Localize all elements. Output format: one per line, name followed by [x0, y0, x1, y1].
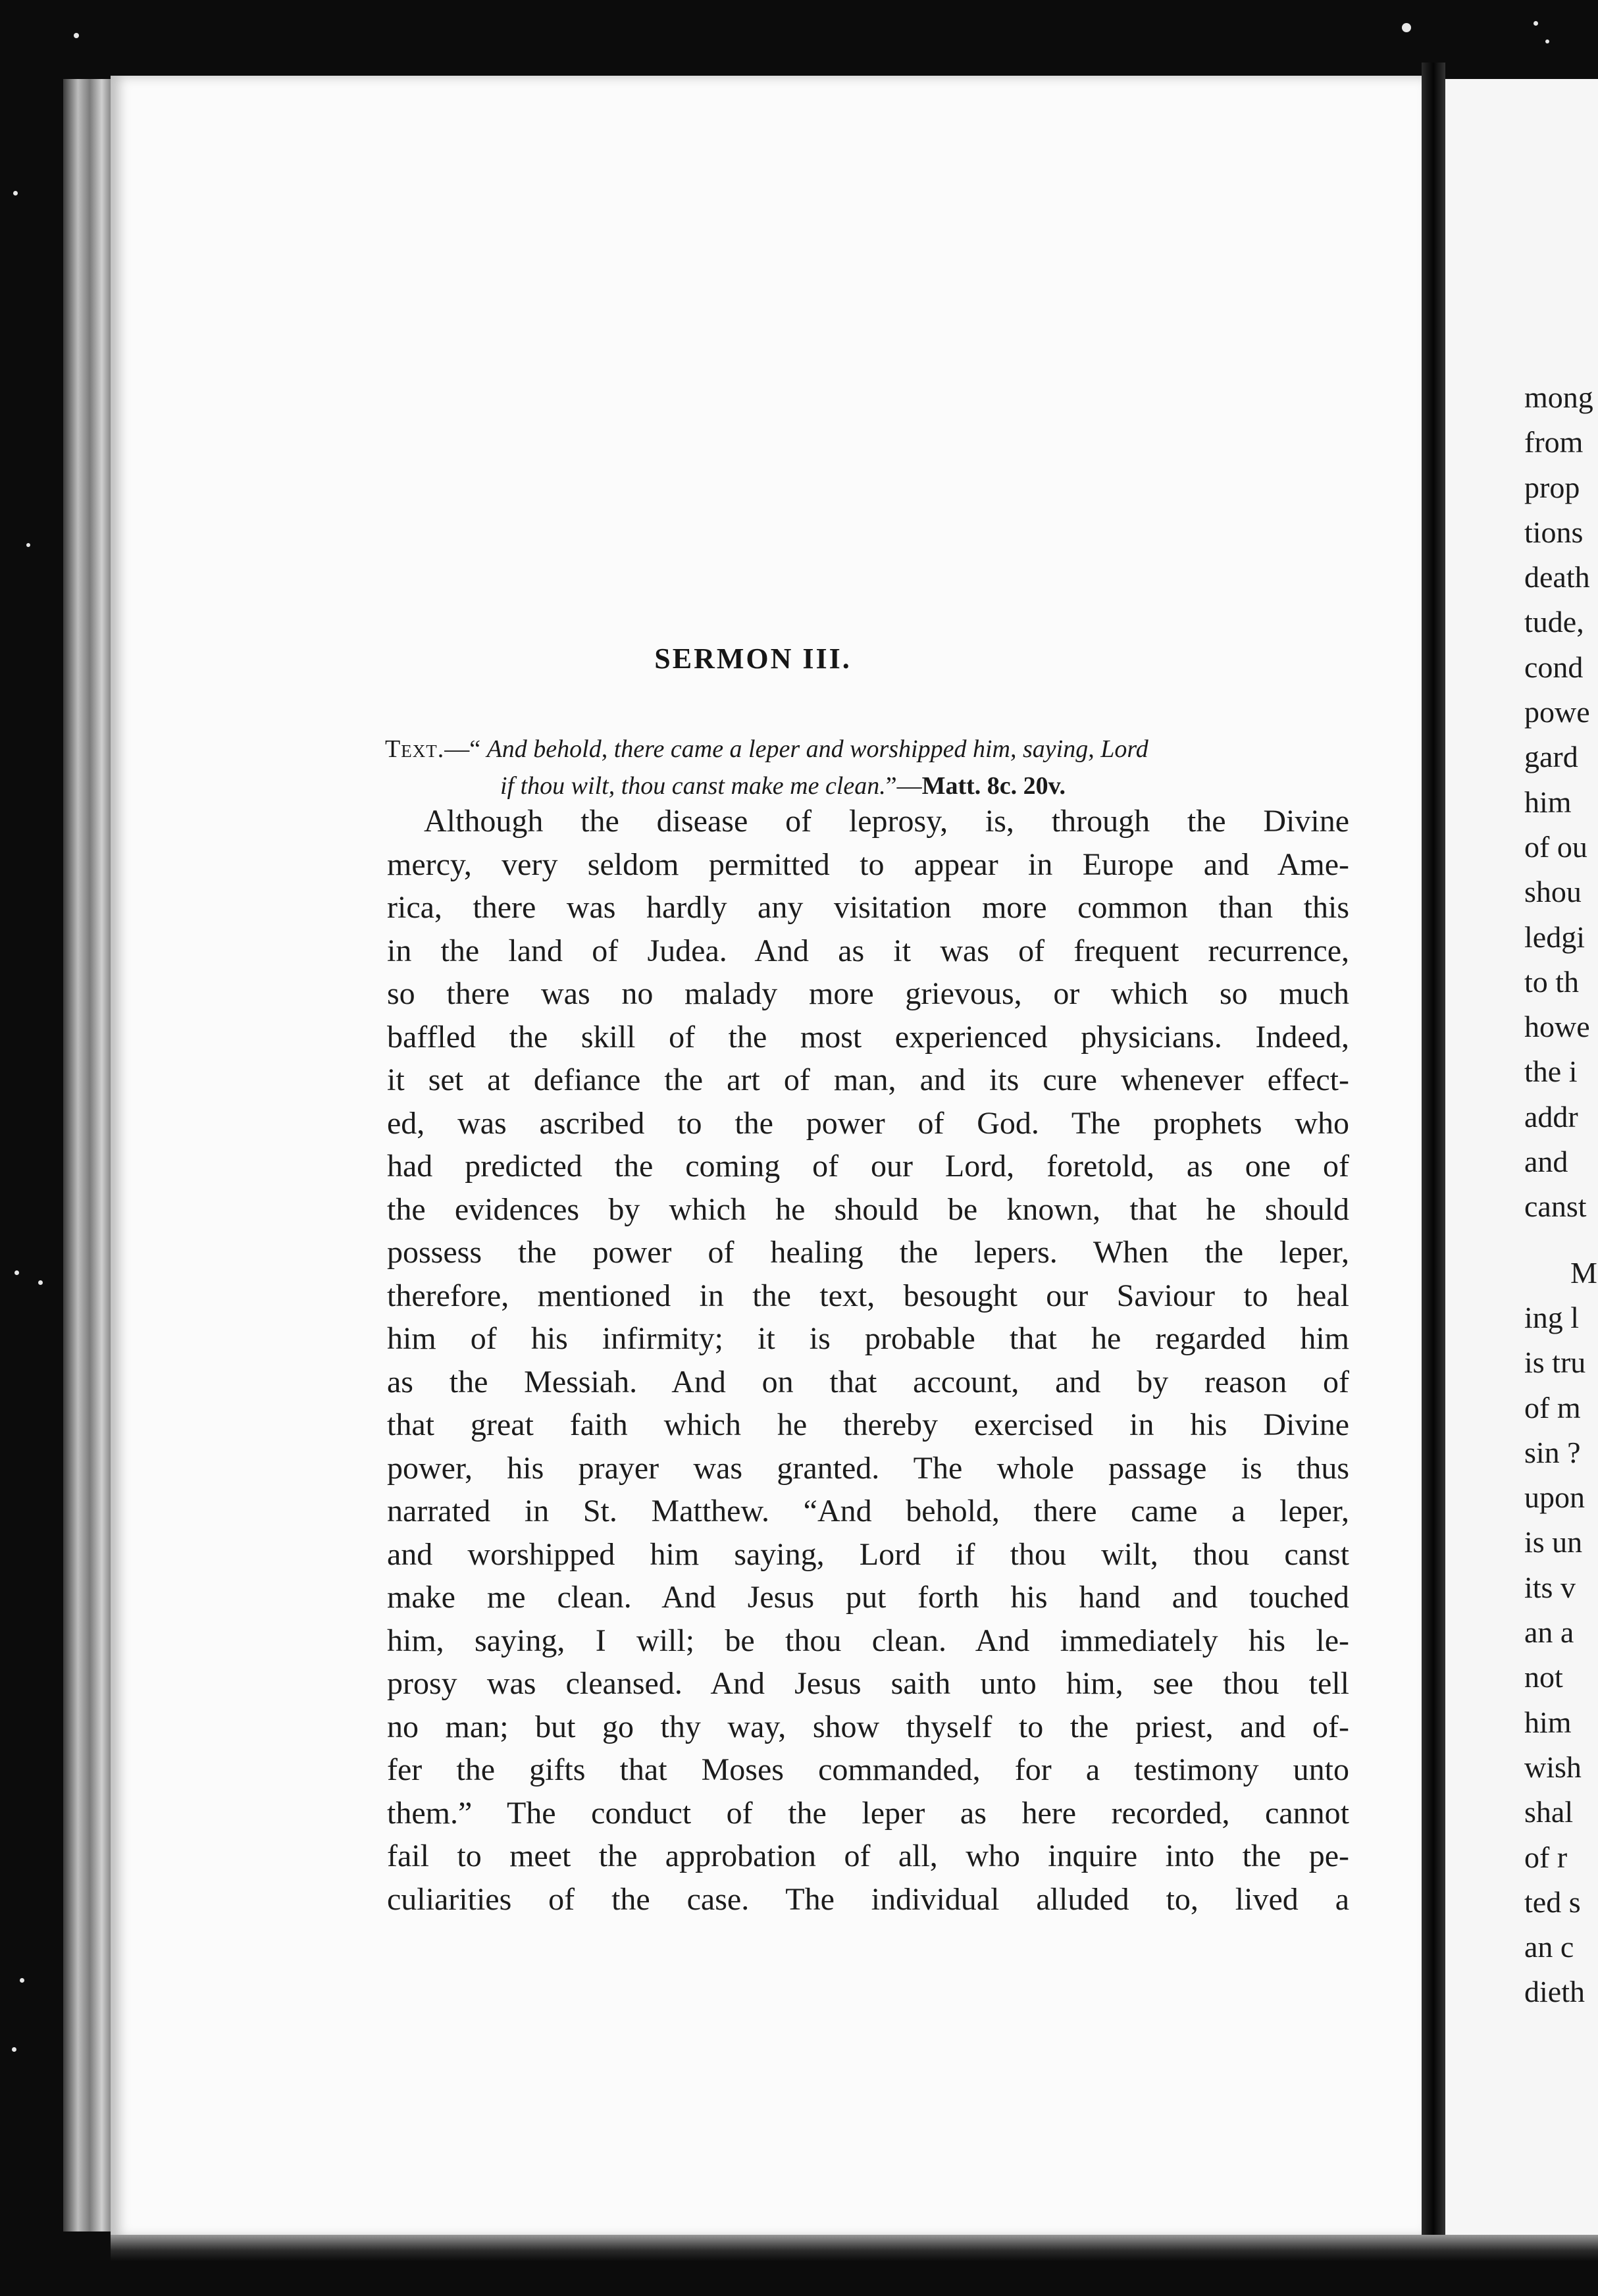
book-gutter — [1422, 63, 1445, 2241]
scripture-line-2 — [385, 768, 1346, 804]
body-line: the evidences by which he should be known, that he should — [387, 1191, 1349, 1227]
dust-speck — [38, 1280, 43, 1285]
dust-speck — [20, 1978, 24, 1983]
body-line: as the Messiah. And on that account, and by reason of — [387, 1364, 1349, 1399]
dust-speck — [13, 191, 18, 196]
right-page-fragment: dieth — [1524, 1975, 1585, 2009]
right-page-fragment: mong — [1524, 380, 1593, 414]
right-page-fragment: is un — [1524, 1525, 1583, 1559]
right-page-fragment: of ou — [1524, 829, 1587, 864]
sermon-heading: SERMON III. — [654, 642, 852, 675]
body-line: it set at defiance the art of man, and its cure whenever effect- — [387, 1062, 1349, 1097]
dust-speck — [74, 33, 79, 38]
right-page-fragment: tions — [1524, 515, 1584, 549]
right-page-fragment: ledgi — [1524, 920, 1585, 954]
right-page-fragment: an c — [1524, 1930, 1574, 1964]
body-line: power, his prayer was granted. The whole passage is thus — [387, 1450, 1349, 1486]
right-page-fragment: canst — [1524, 1189, 1587, 1224]
dust-speck — [1402, 23, 1411, 32]
right-page-fragment: and — [1524, 1145, 1568, 1179]
right-page-fragment: shal — [1524, 1795, 1574, 1829]
right-page-fragment: prop — [1524, 470, 1580, 504]
right-page-fragment: cond — [1524, 650, 1584, 684]
right-page-fragment: the i — [1524, 1055, 1578, 1089]
body-line: that great faith which he thereby exercised in his Divine — [387, 1407, 1349, 1442]
right-page-text-fragments — [1524, 375, 1598, 2015]
right-page-fragment: wish — [1524, 1750, 1582, 1784]
body-line: him of his infirmity; it is probable that he regarded him — [387, 1321, 1349, 1356]
sermon-body — [387, 800, 1349, 1921]
right-page-fragment: addr — [1524, 1099, 1578, 1134]
text-label: Text. — [385, 735, 445, 763]
dust-speck — [1545, 39, 1549, 43]
body-line: in the land of Judea. And as it was of frequent recurrence, — [387, 933, 1349, 968]
right-page-fragment: upon — [1524, 1480, 1585, 1515]
body-line: narrated in St. Matthew. “And behold, there came a leper, — [387, 1494, 1349, 1528]
right-page-fragment: him — [1524, 785, 1572, 819]
right-page-fragment: ing l — [1524, 1300, 1580, 1334]
dust-speck — [12, 2047, 16, 2052]
right-page-fragment: shou — [1524, 875, 1582, 909]
body-line: and worshipped him saying, Lord if thou wilt, thou canst — [387, 1536, 1349, 1572]
text-dash: —“ — [444, 735, 481, 763]
body-line: them.” The conduct of the leper as here recorded, cannot — [387, 1795, 1349, 1831]
right-page-fragment: ted s — [1524, 1885, 1581, 1919]
body-line: culiarities of the case. The individual alluded to, lived a — [387, 1881, 1349, 1917]
right-page-fragment: him — [1524, 1705, 1572, 1739]
right-page-fragment: an a — [1524, 1615, 1574, 1650]
right-page-fragment: of m — [1524, 1390, 1581, 1424]
body-line: had predicted the coming of our Lord, foretold, as one of — [387, 1149, 1349, 1184]
body-line: him, saying, I will; be thou clean. And immediately his le- — [387, 1623, 1349, 1658]
right-page-fragment: M — [1570, 1255, 1597, 1290]
body-line: so there was no malady more grievous, or which so much — [387, 976, 1349, 1011]
body-line: fer the gifts that Moses commanded, for a testimony unto — [387, 1752, 1349, 1787]
right-page-fragment: tude, — [1524, 605, 1584, 639]
scripture-citation: Matt. 8c. 20v. — [921, 772, 1066, 800]
right-page-fragment: is tru — [1524, 1345, 1586, 1380]
dust-speck — [1534, 21, 1538, 26]
scripture-text-reference — [385, 731, 1346, 804]
right-page-fragment: sin ? — [1524, 1435, 1581, 1469]
quote-close: ”— — [885, 772, 922, 800]
body-line: make me clean. And Jesus put forth his hand and touched — [387, 1580, 1349, 1615]
right-page-fragment: powe — [1524, 695, 1590, 729]
right-page-fragment: howe — [1524, 1010, 1590, 1044]
right-page-fragment: not — [1524, 1660, 1563, 1694]
right-page-fragment: of r — [1524, 1840, 1568, 1874]
body-line: therefore, mentioned in the text, besought our Saviour to heal — [387, 1278, 1349, 1313]
dust-speck — [14, 1270, 19, 1275]
scripture-quote-line-1: And behold, there came a leper and worshipped him, saying, Lord — [486, 735, 1148, 763]
body-line: fail to meet the approbation of all, who inquire into the pe- — [387, 1839, 1349, 1873]
right-page-fragment: to th — [1524, 964, 1580, 999]
right-page-fragment: death — [1524, 560, 1590, 594]
right-page-fragment: gard — [1524, 740, 1578, 774]
bottom-book-edge — [111, 2235, 1598, 2261]
right-page-fragment: from — [1524, 425, 1584, 459]
body-line: baffled the skill of the most experienced physicians. Indeed, — [387, 1019, 1349, 1055]
scripture-quote-line-2: if thou wilt, thou canst make me clean. — [500, 772, 886, 800]
body-line: possess the power of healing the lepers. When the leper, — [387, 1235, 1349, 1270]
body-line: no man; but go thy way, show thyself to the priest, and of- — [387, 1709, 1349, 1744]
body-line: ed, was ascribed to the power of God. The prophets who — [387, 1105, 1349, 1141]
body-line: rica, there was hardly any visitation more common than this — [387, 890, 1349, 925]
dust-speck — [26, 543, 30, 547]
right-page-fragment: its v — [1524, 1570, 1576, 1604]
body-line: Although the disease of leprosy, is, through the Divine — [424, 804, 1349, 839]
body-line: prosy was cleansed. And Jesus saith unto him, see thou tell — [387, 1666, 1349, 1701]
body-line: mercy, very seldom permitted to appear in Europe and Ame- — [387, 847, 1349, 882]
